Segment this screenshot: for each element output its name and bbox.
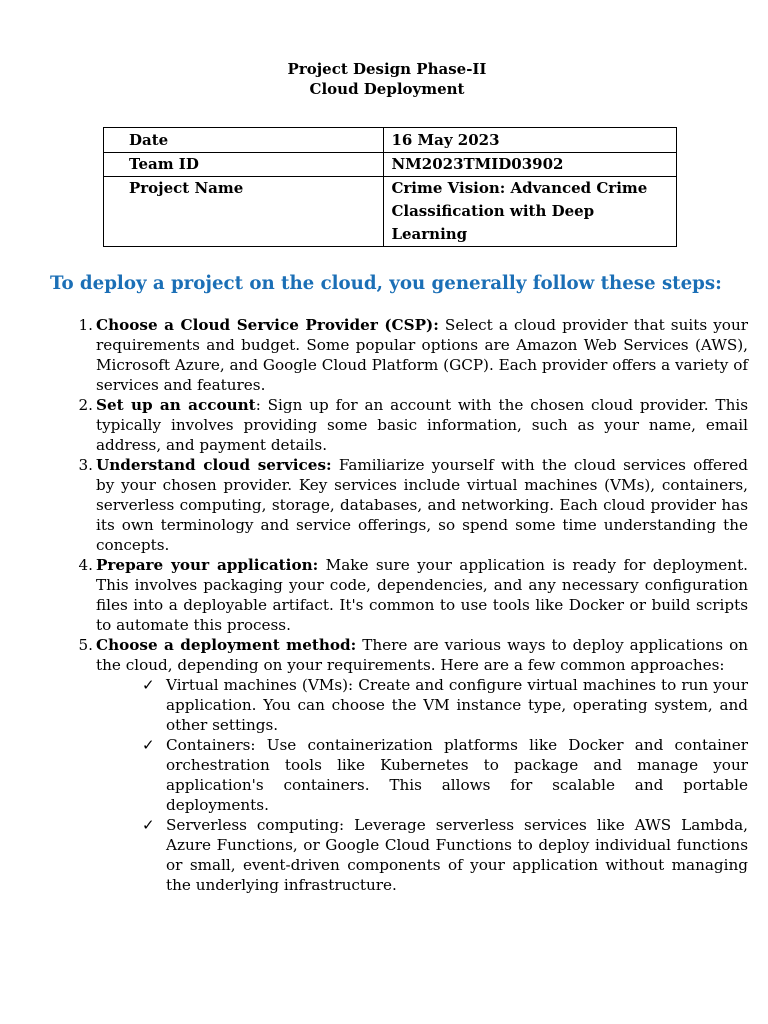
list-item bbox=[78, 555, 748, 635]
document-title: Project Design Phase-II bbox=[287, 60, 487, 78]
step-text: There are various ways to deploy applications on the cloud, depending on your requirements. Here are a few common approaches: bbox=[96, 636, 748, 674]
checkmark-icon: ✓ bbox=[142, 816, 155, 834]
list-item bbox=[142, 735, 748, 815]
project-info-table bbox=[103, 127, 677, 247]
sub-item-text: Virtual machines (VMs): Create and configure virtual machines to run your application. You can choose the VM instance type, operating system, and other settings. bbox=[166, 676, 748, 734]
step-label: Prepare your application: bbox=[96, 556, 319, 574]
list-item bbox=[142, 815, 748, 895]
table-row bbox=[104, 128, 677, 153]
sub-item-text: Containers: Use containerization platforms like Docker and container orchestration tools like Kubernetes to package and manage your application's containers. This allows for scalable and portable deployments. bbox=[166, 736, 748, 814]
project-name-value: Crime Vision: Advanced Crime Classification with Deep Learning bbox=[384, 177, 677, 247]
list-item bbox=[78, 395, 748, 455]
step-label: Choose a Cloud Service Provider (CSP): bbox=[96, 316, 439, 334]
section-heading: To deploy a project on the cloud, you generally follow these steps: bbox=[50, 273, 722, 294]
team-id-label: Team ID bbox=[104, 153, 384, 177]
step-text: Select a cloud provider that suits your requirements and budget. Some popular options are Amazon Web Services (AWS), Microsoft Azure, and Google Cloud Platform (GCP). Each provider offers a variety of services and features. bbox=[96, 316, 748, 394]
team-id-value: NM2023TMID03902 bbox=[384, 153, 677, 177]
project-name-label: Project Name bbox=[104, 177, 384, 247]
document-subtitle: Cloud Deployment bbox=[309, 80, 465, 98]
deployment-methods-list bbox=[96, 675, 748, 895]
list-item bbox=[78, 455, 748, 555]
step-label: Understand cloud services: bbox=[96, 456, 332, 474]
step-label: Choose a deployment method: bbox=[96, 636, 357, 654]
step-number: 2. bbox=[78, 396, 93, 414]
step-number: 4. bbox=[78, 556, 93, 574]
table-row bbox=[104, 153, 677, 177]
step-number: 3. bbox=[78, 456, 93, 474]
step-text: : Sign up for an account with the chosen cloud provider. This typically involves providing some basic information, such as your name, email address, and payment details. bbox=[96, 396, 748, 454]
checkmark-icon: ✓ bbox=[142, 736, 155, 754]
list-item bbox=[142, 675, 748, 735]
date-value: 16 May 2023 bbox=[384, 128, 677, 153]
table-row bbox=[104, 177, 677, 247]
sub-item-text: Serverless computing: Leverage serverless services like AWS Lambda, Azure Functions, or Google Cloud Functions to deploy individual functions or small, event-driven components of your application without managing the underlying infrastructure. bbox=[166, 816, 748, 894]
step-label: Set up an account bbox=[96, 396, 256, 414]
date-label: Date bbox=[104, 128, 384, 153]
list-item bbox=[78, 315, 748, 395]
steps-list bbox=[78, 315, 748, 895]
step-text: Make sure your application is ready for deployment. This involves packaging your code, dependencies, and any necessary configuration files into a deployable artifact. It's common to use tools like Docker or build scripts to automate this process. bbox=[96, 556, 748, 634]
step-text: Familiarize yourself with the cloud services offered by your chosen provider. Key services include virtual machines (VMs), containers, serverless computing, storage, databases, and networking. Each cloud provider has its own terminology and service offerings, so spend some time understanding the concepts. bbox=[96, 456, 748, 554]
list-item bbox=[78, 635, 748, 895]
step-number: 1. bbox=[78, 316, 93, 334]
step-number: 5. bbox=[78, 636, 93, 654]
checkmark-icon: ✓ bbox=[142, 676, 155, 694]
